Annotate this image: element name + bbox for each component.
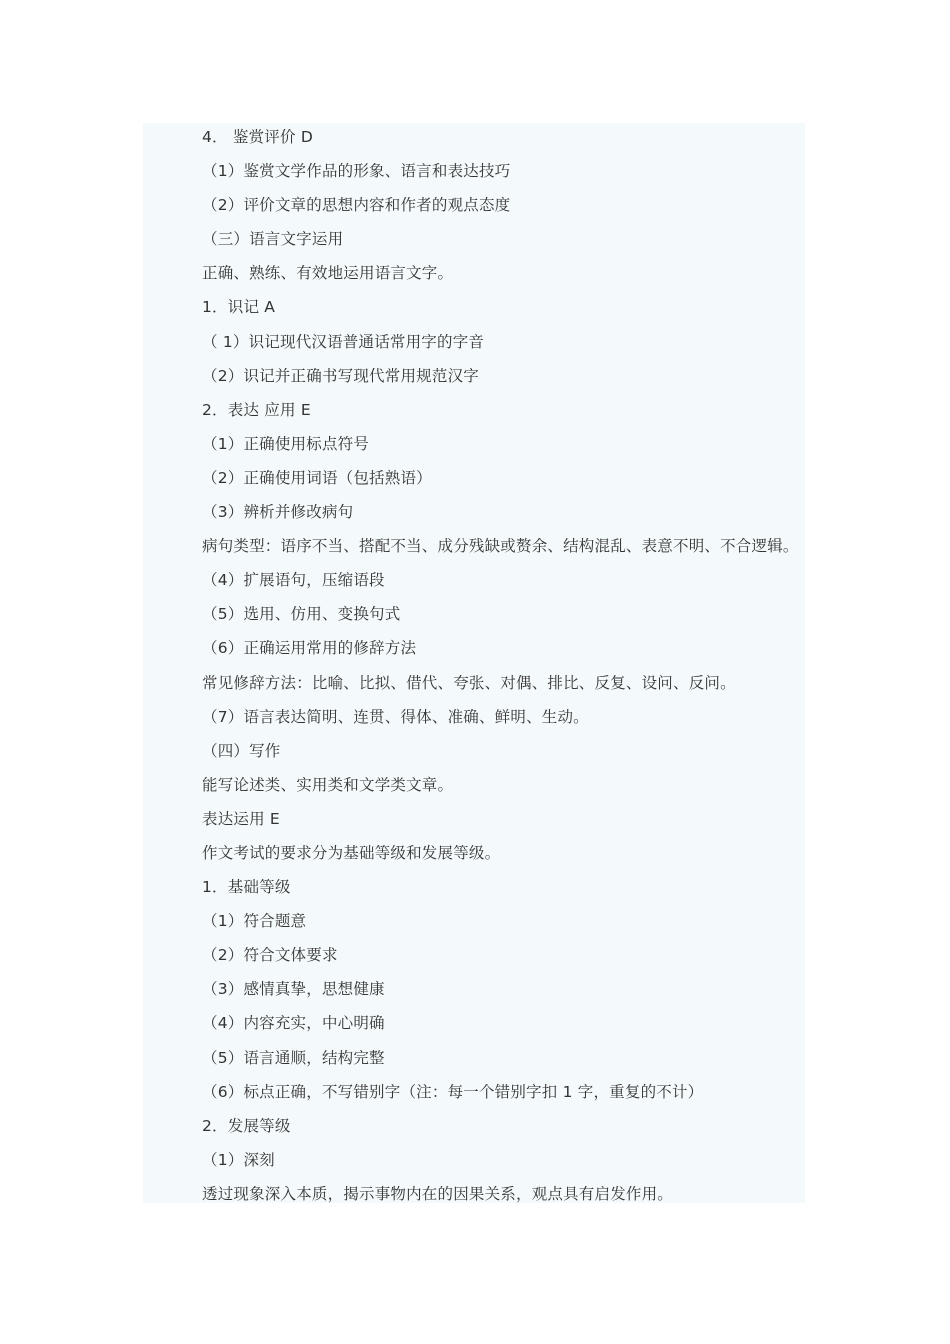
list-item: （1）深刻 xyxy=(202,1150,275,1169)
paragraph: 正确、熟练、有效地运用语言文字。 xyxy=(202,264,454,283)
heading-appreciation: 4． 鉴赏评价 D xyxy=(202,128,313,146)
list-item: （1）符合题意 xyxy=(202,912,307,931)
list-item: （4）内容充实，中心明确 xyxy=(202,1014,385,1033)
list-item: （2）评价文章的思想内容和作者的观点态度 xyxy=(202,196,511,215)
list-item: （2）识记并正确书写现代常用规范汉字 xyxy=(202,366,479,385)
list-item: （3）感情真挚，思想健康 xyxy=(202,980,385,999)
list-item: （ 1）识记现代汉语普通话常用字的字音 xyxy=(202,332,485,351)
paragraph: 常见修辞方法：比喻、比拟、借代、夸张、对偶、排比、反复、设问、反问。 xyxy=(202,673,736,692)
list-item: （2）符合文体要求 xyxy=(202,946,338,965)
paragraph: 病句类型：语序不当、搭配不当、成分残缺或赘余、结构混乱、表意不明、不合逻辑。 xyxy=(202,537,799,556)
paragraph: 作文考试的要求分为基础等级和发展等级。 xyxy=(202,843,501,862)
heading-expression: 2．表达 应用 E xyxy=(202,400,311,419)
heading-basic-level: 1．基础等级 xyxy=(202,878,291,897)
heading-memorize: 1．识记 A xyxy=(202,298,276,317)
heading-development-level: 2．发展等级 xyxy=(202,1116,291,1135)
list-item: （3）辨析并修改病句 xyxy=(202,503,354,522)
paragraph: 能写论述类、实用类和文学类文章。 xyxy=(202,775,454,794)
section-heading-language-use: （三）语言文字运用 xyxy=(202,230,344,249)
list-item: （1）鉴赏文学作品的形象、语言和表达技巧 xyxy=(202,162,511,181)
list-item: （2）正确使用词语（包括熟语） xyxy=(202,468,432,487)
list-item: （5）语言通顺，结构完整 xyxy=(202,1048,385,1067)
document-body xyxy=(202,123,822,1214)
paragraph: 表达运用 E xyxy=(202,809,280,828)
list-item: （4）扩展语句，压缩语段 xyxy=(202,571,385,590)
list-item: （5）选用、仿用、变换句式 xyxy=(202,605,401,624)
paragraph: 透过现象深入本质，揭示事物内在的因果关系，观点具有启发作用。 xyxy=(202,1184,674,1203)
list-item: （1）正确使用标点符号 xyxy=(202,434,370,453)
list-item: （6）正确运用常用的修辞方法 xyxy=(202,639,417,658)
list-item: （6）标点正确，不写错别字（注：每一个错别字扣 1 字，重复的不计） xyxy=(202,1082,704,1101)
section-heading-writing: （四）写作 xyxy=(202,741,281,760)
list-item: （7）语言表达简明、连贯、得体、准确、鲜明、生动。 xyxy=(202,707,589,726)
